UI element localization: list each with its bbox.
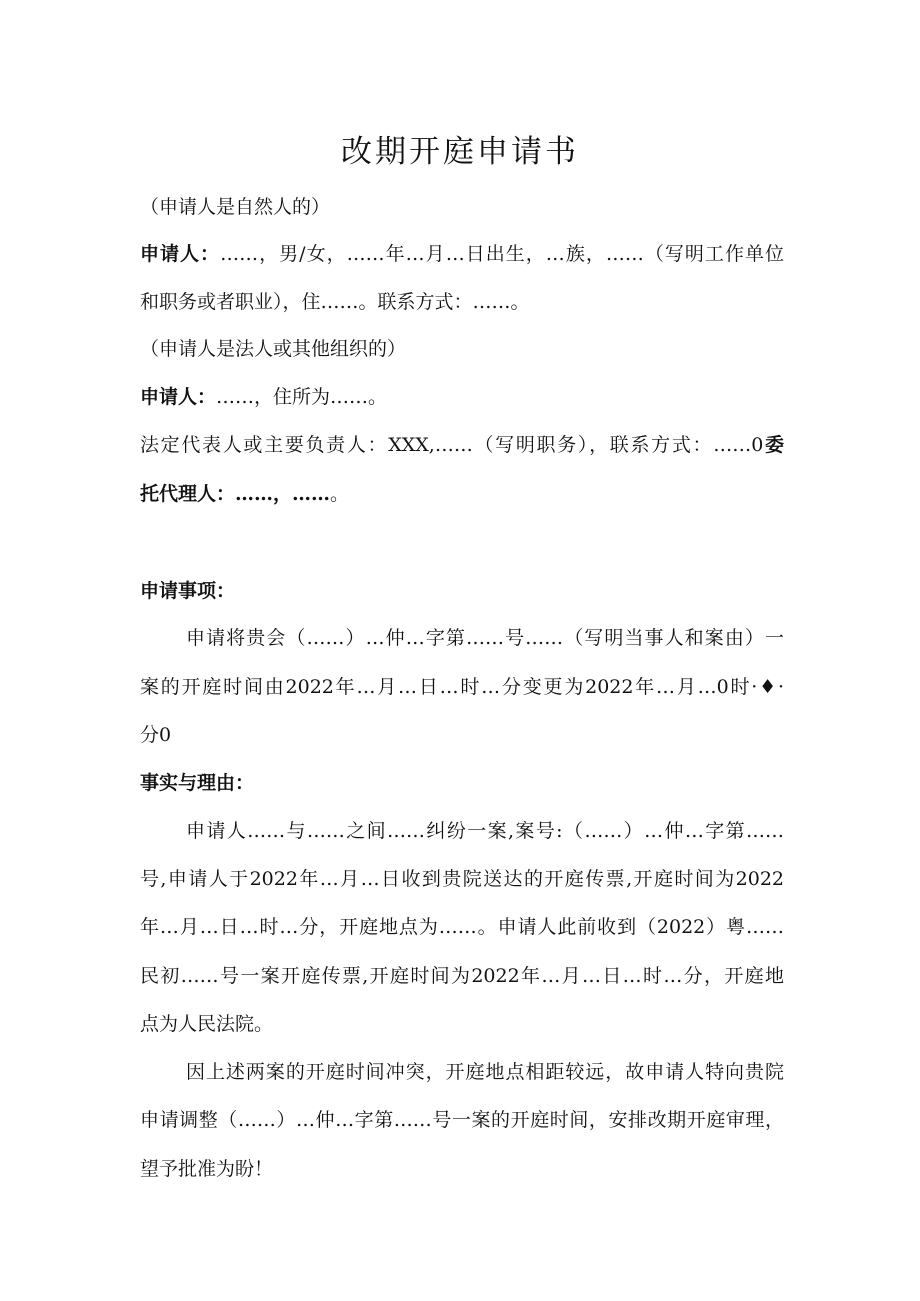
facts-p2-line-1: 因上述两案的开庭时间冲突，开庭地点相距较远，故申请人特向贵院 xyxy=(186,1061,784,1083)
matters-heading: 申请事项： xyxy=(140,580,236,602)
facts-heading: 事实与理由： xyxy=(140,772,255,794)
facts-p1-line-4: 民初……号一案开庭传票,开庭时间为2022年…月…日…时…分，开庭地 xyxy=(140,965,784,987)
legal-person-applicant-text: ……，住所为……。 xyxy=(216,386,388,408)
natural-person-text-1: ……，男/女，……年…月…日出生，…族，……（写明工作单位 xyxy=(220,243,784,265)
facts-p1-line-3: 年…月…日…时…分，开庭地点为……。申请人此前收到（2022）粤…… xyxy=(140,916,784,938)
matters-line-2: 案的开庭时间由2022年…月…日…时…分变更为2022年…月…0时·♦· xyxy=(140,676,784,698)
facts-p2-line-2: 申请调整（……）…仲…字第……号一案的开庭时间，安排改期开庭审理， xyxy=(140,1109,784,1131)
matters-line-1: 申请将贵会（……）…仲…字第……号……（写明当事人和案由）一 xyxy=(186,627,784,649)
natural-person-heading: （申请人是自然人的） xyxy=(140,196,331,218)
matters-line-3: 分0 xyxy=(140,724,172,746)
legal-rep-bold-tail: 委 xyxy=(763,434,784,456)
legal-rep-text: 法定代表人或主要负责人：XXX,……（写明职务），联系方式：……0 xyxy=(140,434,764,456)
legal-person-heading: （申请人是法人或其他组织的） xyxy=(140,338,407,360)
legal-rep-line xyxy=(140,431,784,459)
agent-label: 托代理人：……，…… xyxy=(140,483,331,505)
natural-person-line-2: 和职务或者职业），住……。联系方式：……。 xyxy=(140,291,530,313)
agent-tail: 。 xyxy=(330,483,350,505)
agent-line xyxy=(140,480,800,508)
document-title: 改期开庭申请书 xyxy=(341,134,579,170)
applicant-label: 申请人： xyxy=(140,386,217,408)
applicant-label: 申请人： xyxy=(140,243,221,265)
natural-person-line-1 xyxy=(140,240,784,268)
facts-p2-line-3: 望予批准为盼！ xyxy=(140,1158,274,1180)
facts-p1-line-1: 申请人……与……之间……纠纷一案,案号:（……）…仲…字第…… xyxy=(186,820,784,842)
legal-person-applicant-line xyxy=(140,383,800,411)
facts-p1-line-2: 号,申请人于2022年…月…日收到贵院送达的开庭传票,开庭时间为2022 xyxy=(140,868,784,890)
facts-p1-line-5: 点为人民法院。 xyxy=(140,1013,274,1035)
